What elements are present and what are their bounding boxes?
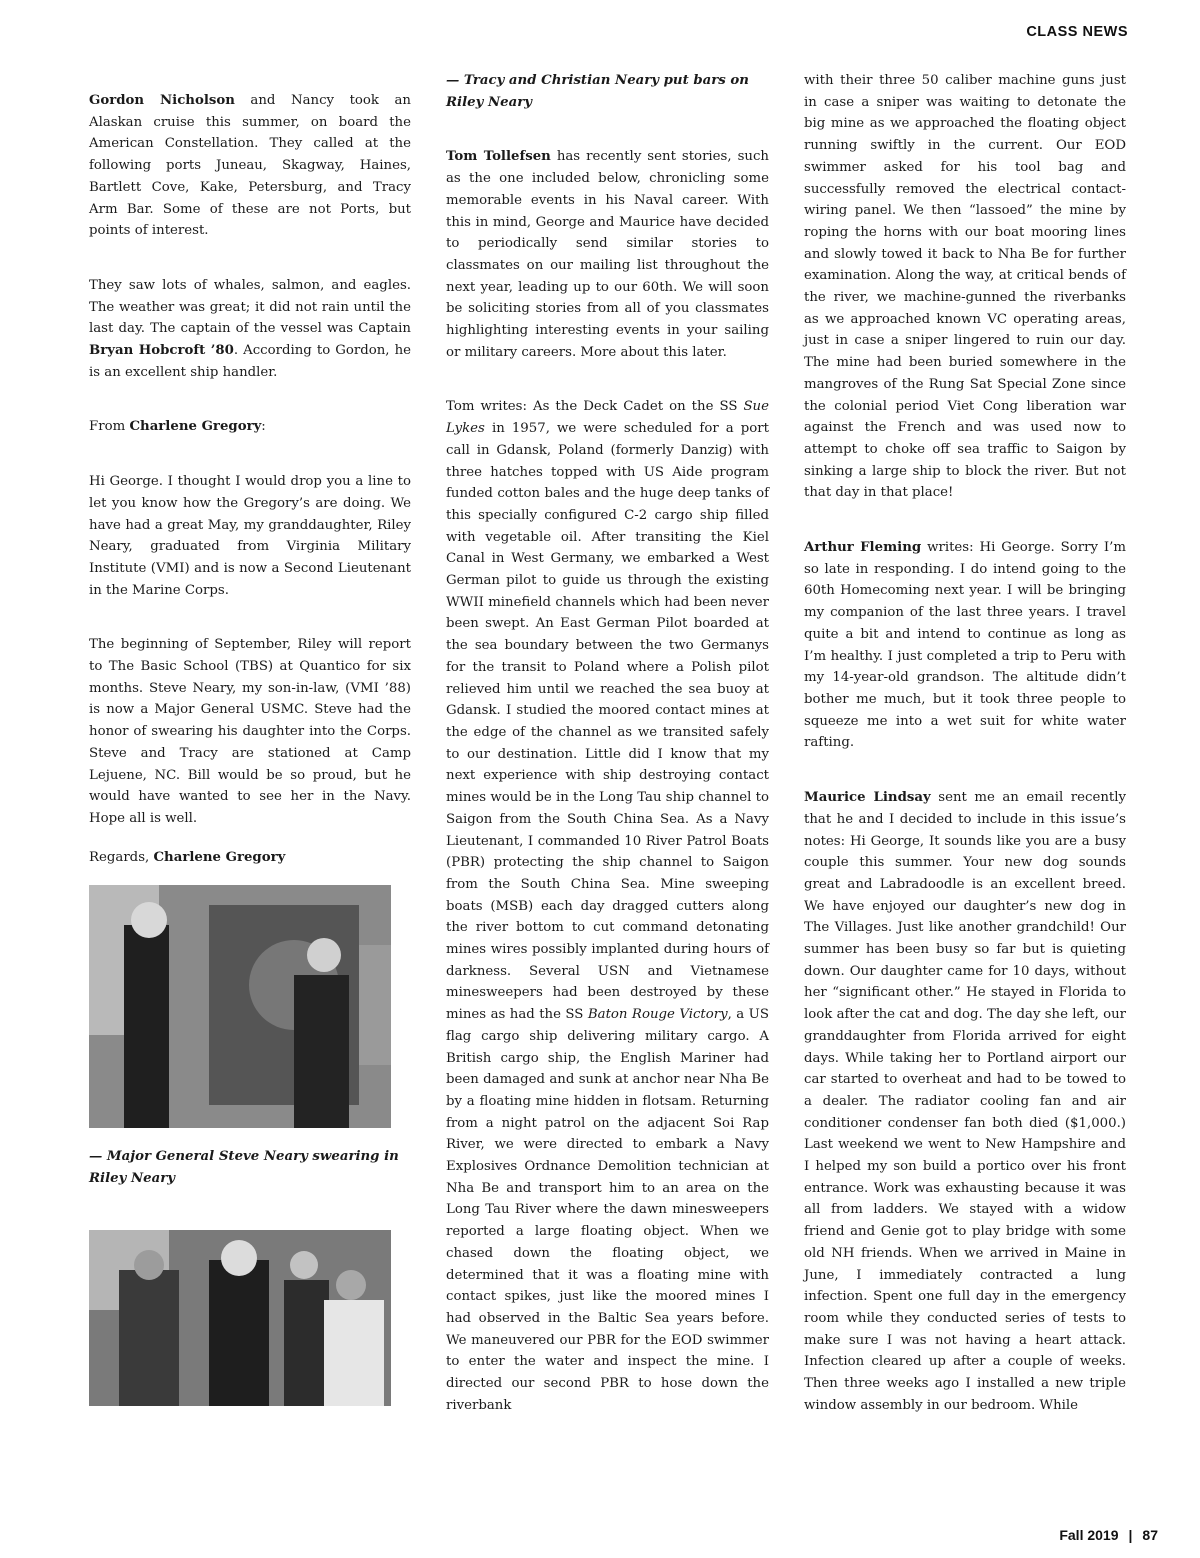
paragraph-lindsay: Maurice Lindsay sent me an email recently that he and I decided to include in this issue’s notes: Hi George, It sounds like you are a busy couple this summer. Your new dog sounds great and Labradoodle is an excellent breed. We have enjoyed our daughter’s new dog in The Villages. Just like another grandchild! Our summer has been busy so far but is quieting down. Our daughter came for 10 days, without her “significant other.” He stayed in Florida to look after the cat and dog. The day she left, our granddaughter from Florida arrived for eight days. While taking her to Portland airport our car started to overheat and had to be towed to a dealer. The radiator cooling fan and air conditioner condenser fan both died ($1,000.) Last weekend we went to New Hampshire and I helped my son build a portico over his front entrance. Work was exhausting because it was all from ladders. We stayed with a widow friend and Genie got to play bridge with some old NH friends. When we arrived in Maine in June, I immediately contracted a lung infection. Spent one full day in the emergency room while they conducted series of tests to make sure I was not having a heart attack. Infection cleared up after a couple of weeks. Then three weeks ago I installed a new triple window assembly in our bedroom. While [804, 790, 1126, 1413]
paragraph-nicholson: Gordon Nicholson and Nancy took an Alaskan cruise this summer, on board the American Constellation. They called at the following ports Juneau, Skagway, Haines, Bartlett Cove, Kake, Petersburg, and Tracy Arm Bar. Some of these are not Ports, but points of interest. [89, 93, 411, 239]
paragraph-gregory-letter: Hi George. I thought I would drop you a line to let you know how the Gregory’s are doing. We have had a great May, my granddaughter, Riley Neary, graduated from Virginia Military Institute (VMI) and is now a Second Lieutenant in the Marine Corps. [89, 474, 411, 598]
footer-separator: | [1128, 1527, 1133, 1543]
paragraph-from-gregory: From Charlene Gregory: [89, 419, 266, 435]
photo-swearing-in-image [89, 885, 391, 1128]
page-footer [1059, 1527, 1158, 1543]
paragraph-regards: Regards, Charlene Gregory [89, 849, 286, 865]
column-1 [89, 90, 411, 1424]
photo-pinning-bars [89, 1230, 391, 1406]
page-number: 87 [1142, 1527, 1158, 1543]
paragraph-september: The beginning of September, Riley will report to The Basic School (TBS) at Quantico for six months. Steve Neary, my son-in-law, (VMI ’88) is now a Major General USMC. Steve had the honor of swearing his daughter into the Corps. Steve and Tracy are stationed at Camp Lejuene, NC. Bill would be so proud, but he would have wanted to see her in the Navy. Hope all is well. [89, 637, 411, 826]
paragraph-tollefsen: Tom Tollefsen has recently sent stories, such as the one included below, chronicling some memorable events in his Naval career. With this in mind, George and Maurice have decided to periodically send similar stories to classmates on our mailing list throughout the next year, leading up to our 60th. We will soon be soliciting stories from all of you classmates highlighting interesting events in your sailing or military careers. More about this later. [446, 149, 769, 360]
photo-pinning-bars-image [89, 1230, 391, 1406]
caption-pinning-bars: — Tracy and Christian Neary put bars on Riley Neary [446, 73, 749, 110]
issue-label: Fall 2019 [1059, 1527, 1119, 1543]
column-2 [446, 70, 769, 1449]
paragraph-tom-writes: Tom writes: As the Deck Cadet on the SS Sue Lykes in 1957, we were scheduled for a port call in Gdansk, Poland (formerly Danzig) with three hatches topped with US Aide program funded cotton bales and the huge deep tanks of this specially configured C-2 cargo ship filled with vegetable oil. After transiting the Kiel Canal in West Germany, we embarked a West German pilot to guide us through the existing WWII minefield channels which had been never been swept. An East German Pilot boarded at the sea boundary between the two Germanys for the transit to Poland where a Polish pilot relieved him until we reached the sea buoy at Gdansk. I studied the moored contact mines at the edge of the channel as we transited safely to our destination. Little did I know that my next experience with ship destroying contact mines would be in the Long Tau ship channel to Saigon from the South China Sea. As a Navy Lieutenant, I commanded 10 River Patrol Boats (PBR) protecting the ship channel to Saigon from the South China Sea. Mine sweeping boats (MSB) each day dragged cutters along the river bottom to cut command detonating mines wires possibly implanted during hours of darkness. Several USN and Vietnamese minesweepers had been destroyed by these mines as had the SS Baton Rouge Victory, a US flag cargo ship delivering military cargo. A British cargo ship, the English Mariner had been damaged and sunk at anchor near Nha Be by a floating mine hidden in flotsam. Returning from a night patrol on the adjacent Soi Rap River, we were directed to embark a Navy Explosives Ordnance Demolition technician at Nha Be and transport him to an area on the Long Tau River where the dawn minesweepers reported a large floating object. When we chased down the floating object, we determined that it was a floating mine with contact spikes, just like the moored mines I had observed in the Baltic Sea years before. We maneuvered our PBR for the EOD swimmer to enter the water and inspect the mine. I directed our second PBR to hose down the riverbank [446, 399, 769, 1413]
paragraph-cruise: They saw lots of whales, salmon, and eagles. The weather was great; it did not rain until the last day. The captain of the vessel was Captain Bryan Hobcroft ’80. According to Gordon, he is an excellent ship handler. [89, 277, 411, 380]
section-header: CLASS NEWS [1026, 24, 1128, 40]
paragraph-mine-story-continued: with their three 50 caliber machine guns just in case a sniper was waiting to detonate the big mine as we approached the floating object running swiftly in the current. Our EOD swimmer asked for his tool bag and successfully removed the electrical contact-wiring panel. We then “lassoed” the mine by roping the horns with our boat mooring lines and slowly towed it back to Nha Be for further examination. Along the way, at critical bends of the river, we machine-gunned the riverbanks as we approached known VC operating areas, just in case a sniper lingered to ruin our day. The mine had been buried somewhere in the mangroves of the Rung Sat Special Zone since the colonial period Viet Cong liberation war against the French and was used now to attempt to choke off sea traffic to Saigon by sinking a large ship to block the river. But not that day in that place! [804, 73, 1126, 501]
paragraph-fleming: Arthur Fleming writes: Hi George. Sorry I’m so late in responding. I do intend going to the 60th Homecoming next year. I will be bringing my companion of the last three years. I travel quite a bit and intend to continue as long as I’m healthy. I just completed a trip to Peru with my 14-year-old grandson. The altitude didn’t bother me much, but it took three people to squeeze me into a wet suit for white water rafting. [804, 540, 1126, 751]
column-3 [804, 70, 1126, 1449]
caption-swearing-in: — Major General Steve Neary swearing in Riley Neary [89, 1149, 399, 1187]
photo-swearing-in [89, 885, 391, 1128]
